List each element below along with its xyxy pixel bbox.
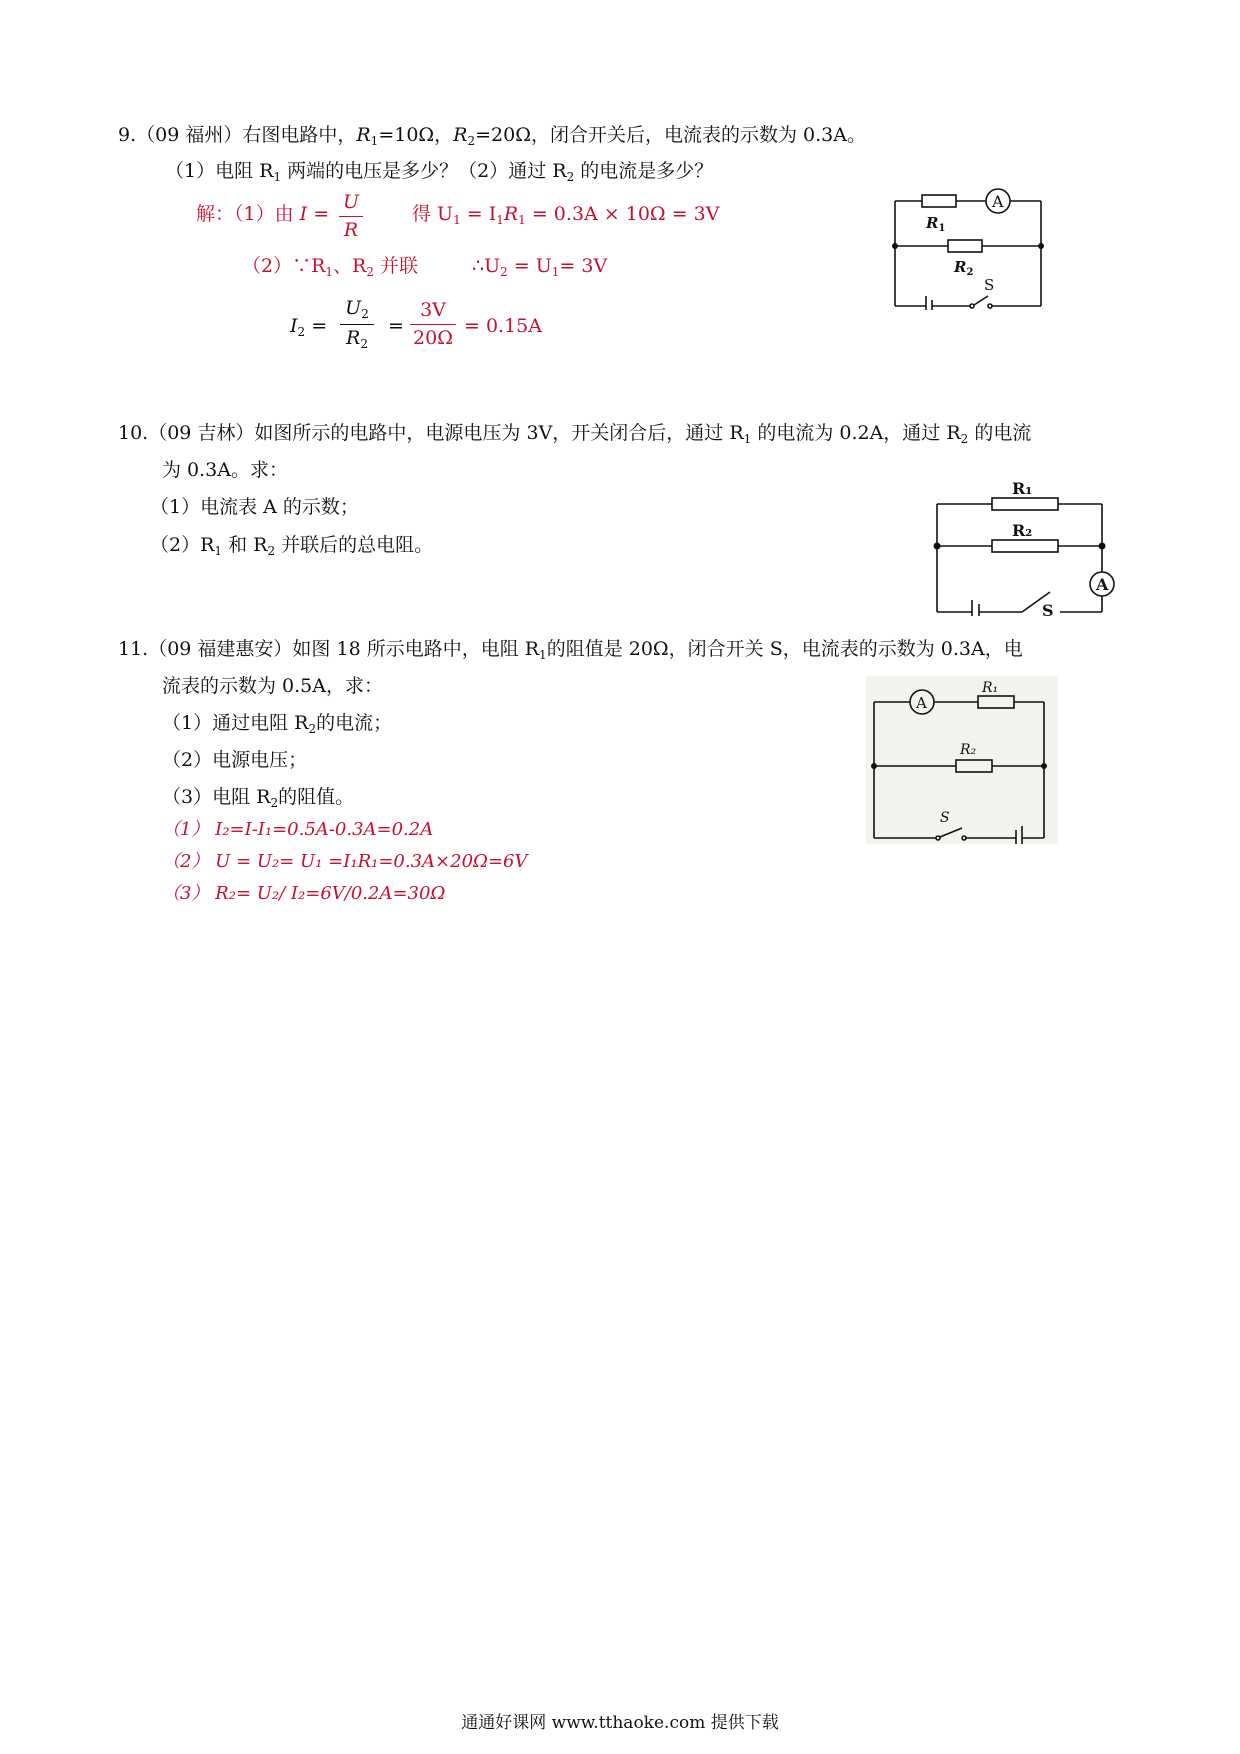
q11-answer3: （3） R₂= U₂/ I₂=6V/0.2A=30Ω [162, 883, 446, 904]
q11-line2: 流表的示数为 0.5A，求： [162, 675, 383, 697]
q11-item3: （3）电阻 $R_2$的阻值。 [162, 786, 355, 810]
q9-solution-1: 解：（1）由 I = [196, 203, 330, 225]
q9-i2-result: = 0.15A [464, 315, 542, 337]
q9-circuit-diagram [888, 186, 1048, 310]
svg-text:S: S [1042, 601, 1054, 616]
q11-answer2: （2） U = U₂= U₁ =I₁R₁=0.3A×20Ω=6V [162, 851, 528, 872]
q9-source: （09 福州）右图电路中， [136, 124, 357, 146]
q9-switch [974, 296, 988, 305]
q9-given-tail: ，闭合开关后，电流表的示数为 0.3A。 [530, 124, 866, 146]
q10-circuit-diagram [932, 476, 1122, 616]
q10-r2-resistor [992, 540, 1058, 552]
q9-solution-2-conclusion: $\therefore U_2 = U_1= 3V$ [472, 255, 608, 279]
svg-text:R₂: R₂ [1012, 521, 1033, 540]
q9-solution-2: $(2)\because R_1$、$R_2$ 并联 [242, 255, 419, 279]
q9-number: 9. [118, 124, 137, 146]
q10-line1: 10.（09 吉林）如图所示的电路中，电源电压为 3V，开关闭合后，通过 $R_1$ 的电流为 0.2A，通过 $R_2$ 的电流 [118, 422, 1032, 446]
q9-subquestions: （1）电阻 $R_1$ 两端的电压是多少？（2）通过 $R_2$ 的电流是多少？ [165, 160, 714, 184]
q9-solution-1-result: 得 $U_1 = I_1R_1 = 0.3A \times 10\Omega = 3V$ [412, 203, 720, 227]
q9-line1: 9.（09 福州）右图电路中，$R_1=10\Omega$，$R_2=20\Omega$，闭合开关后，电流表的示数为 0.3A。 [118, 124, 866, 148]
svg-text:S: S [984, 276, 995, 294]
q9-i2-fraction: $U_2$ $R_2$ [340, 298, 374, 351]
svg-text:R1: $R_1$ [926, 214, 946, 234]
q11-answer1: （1） I₂=I-I₁=0.5A-0.3A=0.2A [162, 819, 434, 840]
q11-item2: （2）电源电压； [162, 749, 308, 771]
svg-text:S: S [940, 810, 950, 826]
q10-item1: （1）电流表 A 的示数； [150, 496, 359, 518]
q11-circuit-diagram [866, 676, 1058, 844]
svg-text:R₁: R₁ [982, 680, 999, 696]
svg-text:R₁: R₁ [1012, 479, 1033, 498]
svg-text:R2: $R_2$ [954, 258, 974, 278]
q9-i2-label: $I_2$ = [290, 315, 328, 339]
q9-r2-resistor [948, 240, 982, 252]
q11-line1: 11.（09 福建惠安）如图 18 所示电路中，电阻 $R_1$的阻值是 20Ω，闭合开关 S，电流表的示数为 0.3A，电 [118, 638, 1023, 662]
svg-text:A: A [916, 694, 927, 712]
svg-text:A: A [1096, 575, 1109, 594]
q9-equals: = [388, 315, 404, 337]
q9-r1-resistor [922, 195, 956, 207]
svg-text:R₂: R₂ [960, 742, 977, 758]
q9-ohm-fraction: U R [339, 192, 363, 241]
q11-item1: （1）通过电阻 $R_2$的电流； [162, 712, 393, 736]
q10-item2: $(2)R_1$ 和 $R_2$ 并联后的总电阻。 [150, 534, 434, 558]
q9-value-fraction: 3V 20Ω [410, 300, 456, 349]
q10-r1-resistor [992, 498, 1058, 510]
svg-text:A: A [992, 192, 1004, 211]
q10-line2: 为 0.3A。求： [162, 459, 288, 481]
page-footer: 通通好课网 www.tthaoke.com 提供下载 [461, 1713, 779, 1733]
